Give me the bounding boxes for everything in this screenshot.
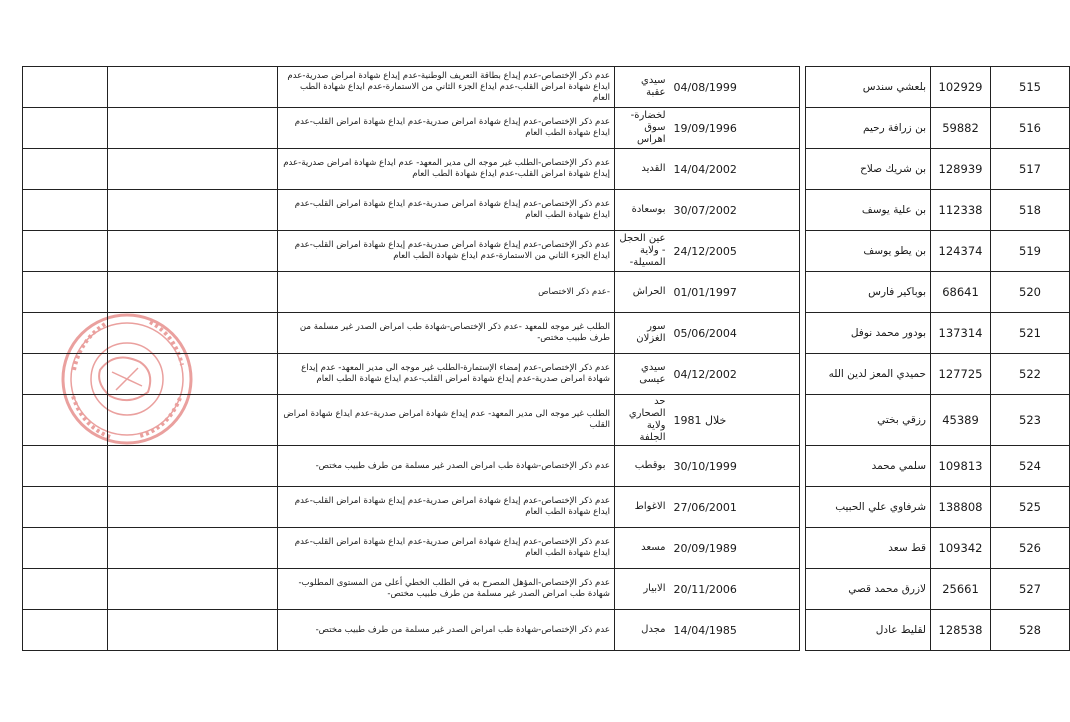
observations-cell: عدم ذكر الإختصاص-عدم إيداع شهادة امراض صدرية-عدم إيداع شهادة امراض القلب-عدم ايداع شهادة الطب العام xyxy=(278,487,615,528)
birthplace-cell: حد الصحاري ولاية الجلفة xyxy=(615,395,670,446)
table-row xyxy=(23,487,1070,528)
name-cell: لقليط عادل xyxy=(806,610,931,651)
birthdate-cell: 30/07/2002 xyxy=(670,190,800,231)
id-cell: 102929 xyxy=(931,67,991,108)
id-cell: 127725 xyxy=(931,354,991,395)
birthplace-cell: لخضارة-سوق اهراس xyxy=(615,108,670,149)
row-number-cell: 515 xyxy=(991,67,1070,108)
observations-cell: عدم ذكر الإختصاص-عدم إمضاء الإستمارة-الطلب غير موجه الى مدير المعهد- عدم إيداع شهادة امراض صدرية-عدم إيداع شهادة امراض القلب-عدم ايداع شهادة الطب العام xyxy=(278,354,615,395)
id-cell: 109813 xyxy=(931,446,991,487)
birthdate-cell: 04/12/2002 xyxy=(670,354,800,395)
table-row xyxy=(23,108,1070,149)
birthdate-cell: 14/04/1985 xyxy=(670,610,800,651)
id-cell: 45389 xyxy=(931,395,991,446)
birthdate-cell: 20/09/1989 xyxy=(670,528,800,569)
blank-cell xyxy=(23,313,108,354)
observations-cell: عدم ذكر الإختصاص-شهادة طب امراض الصدر غير مسلمة من طرف طبيب مختص- xyxy=(278,610,615,651)
blank-cell xyxy=(23,190,108,231)
observations-cell: عدم ذكر الإختصاص-شهادة طب امراض الصدر غير مسلمة من طرف طبيب مختص- xyxy=(278,446,615,487)
row-number-cell: 517 xyxy=(991,149,1070,190)
birthplace-cell: الحراش xyxy=(615,272,670,313)
birthdate-cell: 24/12/2005 xyxy=(670,231,800,272)
table-row xyxy=(23,231,1070,272)
id-cell: 109342 xyxy=(931,528,991,569)
birthplace-cell: سيدي عقبة xyxy=(615,67,670,108)
row-number-cell: 524 xyxy=(991,446,1070,487)
birthplace-cell: مسعد xyxy=(615,528,670,569)
birthdate-cell: خلال 1981 xyxy=(670,395,800,446)
blank-cell xyxy=(23,67,108,108)
name-cell: حميدي المعز لدين الله xyxy=(806,354,931,395)
name-cell: رزقي بختي xyxy=(806,395,931,446)
name-cell: بن زرافة رحيم xyxy=(806,108,931,149)
row-number-cell: 527 xyxy=(991,569,1070,610)
name-cell: بن شريك صلاح xyxy=(806,149,931,190)
row-number-cell: 526 xyxy=(991,528,1070,569)
table-row xyxy=(23,149,1070,190)
table-row xyxy=(23,67,1070,108)
id-cell: 137314 xyxy=(931,313,991,354)
observations-cell: عدم ذكر الإختصاص-عدم إيداع شهادة امراض صدرية-عدم ايداع شهادة امراض القلب-عدم ايداع شهادة الطب العام xyxy=(278,108,615,149)
blank-cell xyxy=(23,446,108,487)
birthplace-cell: سيدي عيسى xyxy=(615,354,670,395)
birthplace-cell: بوسعادة xyxy=(615,190,670,231)
birthplace-cell: الابيار xyxy=(615,569,670,610)
applicants-table xyxy=(22,66,1070,651)
blank-cell xyxy=(108,446,278,487)
blank-cell xyxy=(23,108,108,149)
row-number-cell: 525 xyxy=(991,487,1070,528)
blank-cell xyxy=(108,569,278,610)
table-row xyxy=(23,395,1070,446)
birthplace-cell: سور الغزلان xyxy=(615,313,670,354)
blank-cell xyxy=(23,569,108,610)
id-cell: 128538 xyxy=(931,610,991,651)
birthplace-cell: الاغواط xyxy=(615,487,670,528)
name-cell: بودور محمد نوفل xyxy=(806,313,931,354)
birthplace-cell: مجدل xyxy=(615,610,670,651)
birthdate-cell: 01/01/1997 xyxy=(670,272,800,313)
table-row xyxy=(23,528,1070,569)
observations-cell: عدم ذكر الإختصاص-عدم إيداع شهادة امراض صدرية-عدم إيداع شهادة امراض القلب-عدم ايداع الجزء الثاني من الاستمارة-عدم ايداع شهادة الطب العام xyxy=(278,231,615,272)
id-cell: 138808 xyxy=(931,487,991,528)
blank-cell xyxy=(23,231,108,272)
observations-cell: عدم ذكر الإختصاص-الطلب غير موجه الى مدير المعهد- عدم ايداع شهادة امراض صدرية-عدم إيداع شهادة امراض القلب-عدم ايداع شهادة الطب العام xyxy=(278,149,615,190)
name-cell: قط سعد xyxy=(806,528,931,569)
table-row xyxy=(23,569,1070,610)
row-number-cell: 516 xyxy=(991,108,1070,149)
birthdate-cell: 14/04/2002 xyxy=(670,149,800,190)
blank-cell xyxy=(23,610,108,651)
blank-cell xyxy=(108,354,278,395)
table-row xyxy=(23,272,1070,313)
blank-cell xyxy=(108,313,278,354)
birthdate-cell: 30/10/1999 xyxy=(670,446,800,487)
table-row xyxy=(23,354,1070,395)
table-row xyxy=(23,190,1070,231)
row-number-cell: 522 xyxy=(991,354,1070,395)
blank-cell xyxy=(23,528,108,569)
id-cell: 124374 xyxy=(931,231,991,272)
id-cell: 59882 xyxy=(931,108,991,149)
id-cell: 68641 xyxy=(931,272,991,313)
row-number-cell: 523 xyxy=(991,395,1070,446)
blank-cell xyxy=(108,610,278,651)
blank-cell xyxy=(108,528,278,569)
observations-cell: الطلب غير موجه للمعهد -عدم ذكر الإختصاص-شهادة طب امراض الصدر غير مسلمة من طرف طبيب مختص- xyxy=(278,313,615,354)
birthplace-cell: القديد xyxy=(615,149,670,190)
row-number-cell: 518 xyxy=(991,190,1070,231)
name-cell: سلمي محمد xyxy=(806,446,931,487)
blank-cell xyxy=(23,487,108,528)
table-row xyxy=(23,446,1070,487)
birthdate-cell: 04/08/1999 xyxy=(670,67,800,108)
row-number-cell: 521 xyxy=(991,313,1070,354)
blank-cell xyxy=(108,272,278,313)
observations-cell: عدم ذكر الإختصاص-عدم إيداع شهادة امراض صدرية-عدم ايداع شهادة امراض القلب-عدم ايداع شهادة الطب العام xyxy=(278,190,615,231)
name-cell: بن يطو يوسف xyxy=(806,231,931,272)
blank-cell xyxy=(108,487,278,528)
blank-cell xyxy=(23,272,108,313)
birthdate-cell: 20/11/2006 xyxy=(670,569,800,610)
name-cell: لازرق محمد قصي xyxy=(806,569,931,610)
name-cell: بوباكير فارس xyxy=(806,272,931,313)
observations-cell: عدم ذكر الإختصاص-عدم إيداع شهادة امراض صدرية-عدم ايداع شهادة امراض القلب-عدم ايداع شهادة الطب العام xyxy=(278,528,615,569)
name-cell: بلعشي سندس xyxy=(806,67,931,108)
blank-cell xyxy=(108,149,278,190)
birthplace-cell: بوقطب xyxy=(615,446,670,487)
blank-cell xyxy=(108,395,278,446)
table-row xyxy=(23,313,1070,354)
blank-cell xyxy=(108,190,278,231)
birthplace-cell: عين الحجل - ولاية المسيلة- xyxy=(615,231,670,272)
id-cell: 112338 xyxy=(931,190,991,231)
blank-cell xyxy=(108,67,278,108)
birthdate-cell: 05/06/2004 xyxy=(670,313,800,354)
observations-cell: الطلب غير موجه الى مدير المعهد- عدم إيداع شهادة امراض صدرية-عدم ايداع شهادة امراض القلب xyxy=(278,395,615,446)
row-number-cell: 528 xyxy=(991,610,1070,651)
blank-cell xyxy=(108,108,278,149)
id-cell: 128939 xyxy=(931,149,991,190)
name-cell: بن علية يوسف xyxy=(806,190,931,231)
blank-cell xyxy=(108,231,278,272)
observations-cell: عدم ذكر الإختصاص-عدم إيداع بطاقة التعريف الوطنية-عدم إيداع شهادة امراض صدرية-عدم ايداع شهادة امراض القلب-عدم ايداع الجزء الثاني من الاستمارة-عدم ايداع شهادة الطب العام xyxy=(278,67,615,108)
name-cell: شرفاوي علي الحبيب xyxy=(806,487,931,528)
birthdate-cell: 27/06/2001 xyxy=(670,487,800,528)
observations-cell: -عدم ذكر الاختصاص xyxy=(278,272,615,313)
row-number-cell: 520 xyxy=(991,272,1070,313)
blank-cell xyxy=(23,354,108,395)
table-row xyxy=(23,610,1070,651)
birthdate-cell: 19/09/1996 xyxy=(670,108,800,149)
id-cell: 25661 xyxy=(931,569,991,610)
row-number-cell: 519 xyxy=(991,231,1070,272)
blank-cell xyxy=(23,149,108,190)
observations-cell: عدم ذكر الإختصاص-المؤهل المصرح به في الطلب الخطي أعلى من المستوى المطلوب-شهادة طب امراض الصدر غير مسلمة من طرف طبيب مختص- xyxy=(278,569,615,610)
blank-cell xyxy=(23,395,108,446)
